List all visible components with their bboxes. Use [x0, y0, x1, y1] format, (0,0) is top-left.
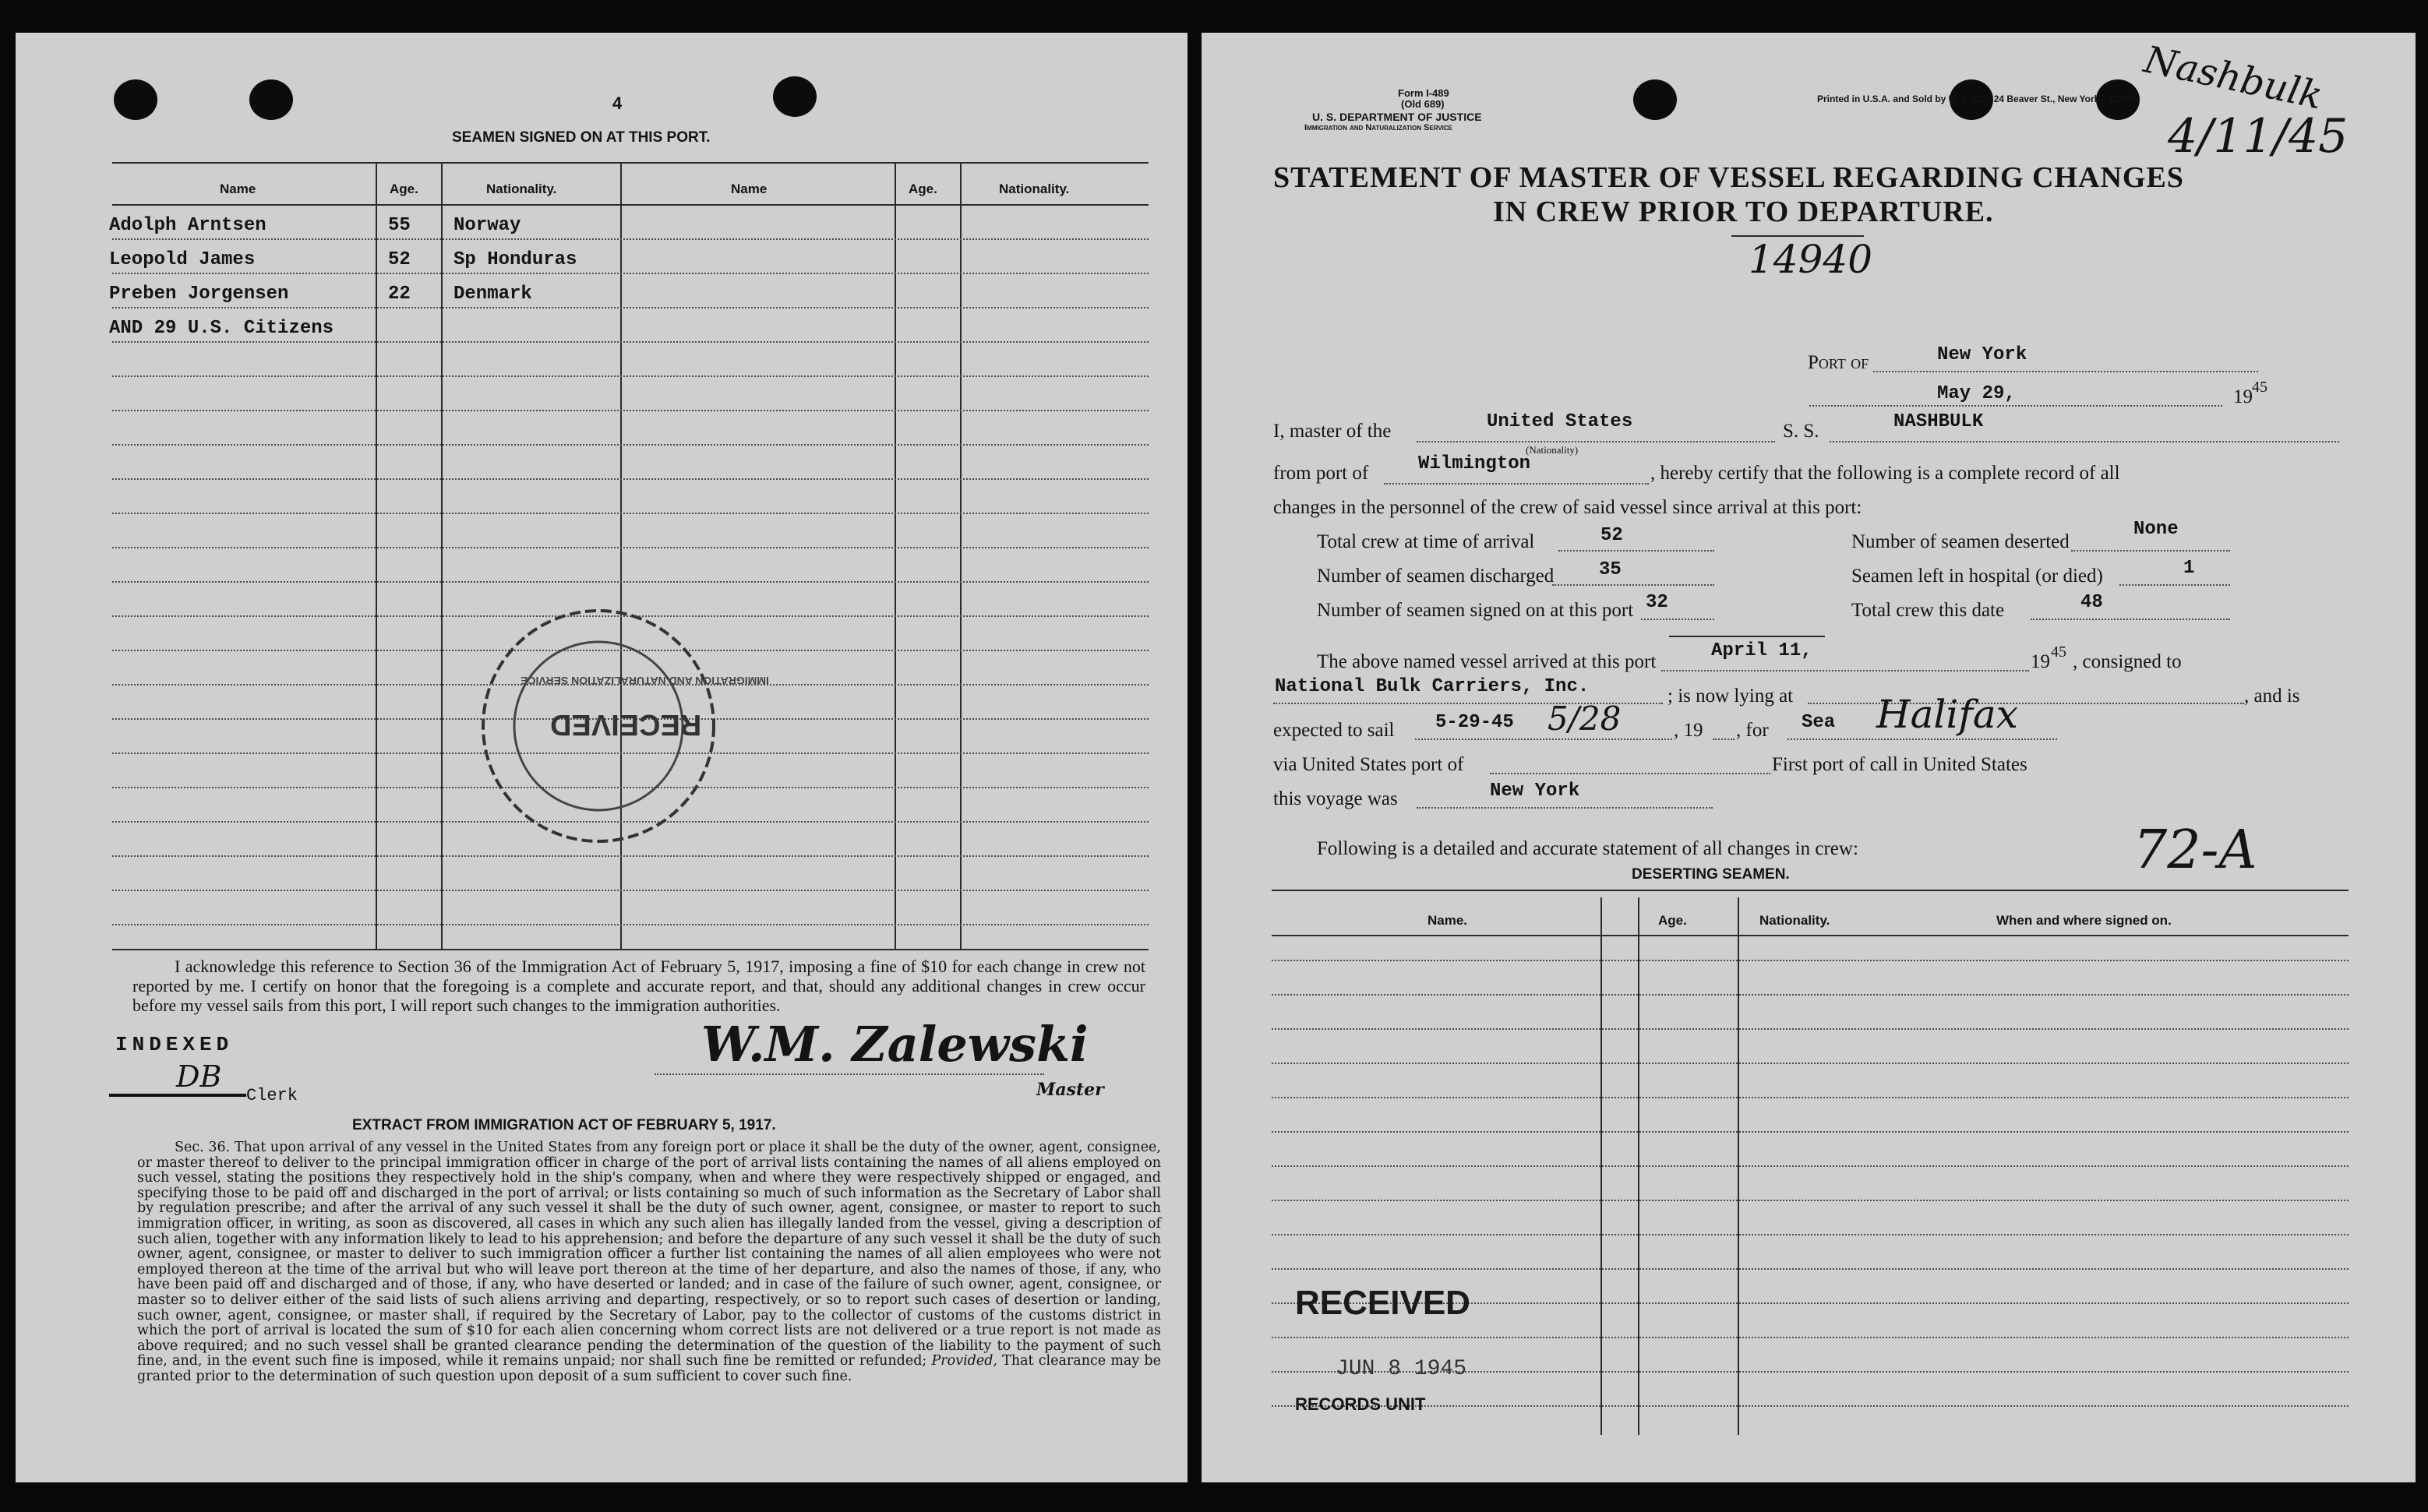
acknowledgement-text: I acknowledge this reference to Section 36 of the Immigration Act of February 5, 1917, imposing a fine of $10 for each change in crew not reported by me. I certify on honor that the foregoing is a complete and accurate report, and that, should any additional changes in crew occur before my vessel sails from this port, I will report such changes to the immigration authorities.	[132, 957, 1145, 1015]
via-label: via United States port of	[1273, 754, 1464, 775]
table-column-divider	[895, 162, 896, 949]
received-stamp-subtext: IMMIGRATION AND NATURALIZATION SERVICE	[521, 675, 769, 687]
table-column-divider	[376, 162, 377, 949]
discharged-line	[1552, 584, 1714, 586]
row-age: 22	[388, 284, 411, 305]
received-date: JUN 8 1945	[1336, 1357, 1467, 1381]
row-name: Leopold James	[109, 249, 256, 270]
handwritten-date: 4/11/45	[2168, 109, 2349, 164]
table-top-border	[112, 162, 1149, 164]
master-label: Master	[1036, 1080, 1104, 1100]
deserted-label: Number of seamen deserted	[1851, 531, 2070, 552]
department: U. S. DEPARTMENT OF JUSTICE	[1312, 111, 1482, 123]
table-row-line	[1272, 1405, 2349, 1407]
section-title: SEAMEN SIGNED ON AT THIS PORT.	[452, 129, 711, 146]
column-header-name: Name	[220, 182, 256, 196]
expected-line	[1415, 738, 1672, 740]
table-column-divider	[960, 162, 962, 949]
vessel-name: NASHBULK	[1893, 411, 1984, 432]
expected-handwritten: 5/28	[1547, 700, 1622, 738]
lying-label: ; is now lying at	[1667, 686, 1794, 707]
master-of-the-label: I, master of the	[1273, 421, 1392, 442]
table-row-line	[112, 444, 1149, 446]
row-age: 52	[388, 249, 411, 270]
table-row-line	[112, 307, 1149, 308]
port-of-label: Port of	[1808, 352, 1869, 373]
via-line	[1490, 773, 1770, 774]
table-row-line	[1272, 1063, 2349, 1064]
total-crew-arrival-line	[1558, 550, 1714, 552]
table-row-line	[1272, 1200, 2349, 1201]
ss-label: S. S.	[1783, 421, 1819, 442]
deserting-header-age: Age.	[1658, 913, 1687, 928]
table-row-line	[112, 410, 1149, 411]
deserted-line	[2071, 550, 2230, 552]
number-underline	[1731, 235, 1864, 237]
service: Immigration and Naturalization Service	[1304, 123, 1453, 132]
form-title-line1: STATEMENT OF MASTER OF VESSEL REGARDING CHANGES	[1273, 161, 2184, 194]
punch-hole	[1633, 79, 1677, 120]
table-row-line	[1272, 1097, 2349, 1098]
received-stamp	[474, 601, 769, 851]
nationality-line	[1417, 441, 1775, 442]
row-nationality: Norway	[453, 215, 521, 236]
clerk-initials: DB	[176, 1059, 222, 1094]
deserted-value: None	[2133, 519, 2179, 540]
table-row-line	[112, 478, 1149, 480]
extract-text	[137, 1140, 1161, 1385]
table-row-line	[112, 547, 1149, 548]
row-nationality: Sp Honduras	[453, 249, 577, 270]
following-text: Following is a detailed and accurate statement of all changes in crew:	[1317, 838, 1858, 859]
row-name: Adolph Arntsen	[109, 215, 266, 236]
signed-on-value: 32	[1646, 592, 1668, 613]
for-handwritten: Halifax	[1876, 692, 2018, 737]
voyage-line	[1417, 807, 1713, 809]
column-header-name: Name	[731, 182, 768, 196]
vessel-name-line	[1830, 441, 2339, 442]
table-row-line	[1272, 994, 2349, 996]
table-row-line	[1272, 960, 2349, 961]
extract-section: Sec. 36.	[175, 1140, 231, 1155]
form-number: Form I-489	[1398, 87, 1449, 99]
certify-text: , hereby certify that the following is a complete record of all	[1650, 463, 2120, 484]
nationality-value: United States	[1487, 411, 1633, 432]
port-of-value: New York	[1937, 344, 2027, 365]
for-line	[1787, 738, 2057, 740]
table-row-line	[1272, 1165, 2349, 1167]
page-number: 4	[612, 93, 623, 113]
from-port-line	[1384, 483, 1649, 485]
punch-hole	[114, 79, 157, 120]
nationality-caption: (Nationality)	[1526, 444, 1579, 456]
handwritten-code: 72-A	[2133, 819, 2257, 881]
table-row-line	[112, 273, 1149, 274]
arrived-label: The above named vessel arrived at this port	[1317, 651, 1657, 672]
column-header-age: Age.	[909, 182, 937, 196]
row-name: Preben Jorgensen	[109, 284, 289, 305]
year-value: 45	[2252, 379, 2267, 396]
handwritten-vessel-name: Nashbulk	[2140, 37, 2327, 118]
deserting-table-header-border	[1272, 935, 2349, 936]
table-row-line	[112, 924, 1149, 925]
clerk-line	[109, 1094, 246, 1097]
table-bottom-border	[112, 949, 1149, 950]
total-crew-date-line	[2031, 619, 2230, 620]
column-header-age: Age.	[390, 182, 418, 196]
table-row-line	[112, 238, 1149, 240]
table-row-line	[112, 890, 1149, 891]
signed-on-label: Number of seamen signed on at this port	[1317, 600, 1634, 621]
table-row-line	[1272, 1268, 2349, 1270]
extract-body: That upon arrival of any vessel in the United States from any foreign port or place it shall be the duty of the owner, agent, consignee, or master thereof to deliver to the principal immigration officer in charge of the port of arrival lists containing the names of all aliens employed on such vessel, stating the positions they respectively hold in the ship's company, when and where they were respectively shipped or engaged, and specifying those to be paid off and discharged in the port of arrival; or lists containing so much of such information as the Secretary of Labor shall by regulation prescribe; and after the arrival of any such vessel it shall be the duty of such owner, agent, consignee, or master to report to such immigration officer, in writing, as soon as discovered, all cases in which any such alien has illegally landed from the vessel, giving a description of such alien, together with any information likely to lead to his apprehension; and before the departure of any such vessel it shall be the duty of such owner, agent, consignee, or master to deliver to such immigration officer a further list containing the names of all alien employees who were not employed thereon at the time of the arrival but who will leave port thereon at the time of her departure, and also the names of those, if any, who have been paid off and discharged and of those, if any, who have deserted or landed; and in case of the failure of such owner, agent, consignee, or master so to deliver either of the said lists of such aliens arriving and departing, respectively, or so to report such cases of desertion or landing, such owner, agent, consignee, or master shall, if required by the Secretary of Labor, pay to the collector of customs of the customs district in which the port of arrival is located the sum of $10 for each alien concerning whom correct lists are not delivered or a true report is not made as above required; and no such vessel shall be granted clearance pending the determination of the question of the liability to the payment of such fine, and, in the event such fine is imposed, while it remains unpaid; nor shall such fine be remitted or refunded;	[137, 1140, 1161, 1369]
year-blank: , 19	[1674, 720, 1703, 741]
year-blank-line	[1713, 738, 1735, 740]
voyage-label: this voyage was	[1273, 788, 1398, 809]
year-prefix: 19	[2233, 386, 2253, 407]
expected-label: expected to sail	[1273, 720, 1395, 741]
deserting-header-signed-on: When and where signed on.	[1996, 913, 2172, 928]
table-column-divider	[441, 162, 443, 949]
table-row-line	[1272, 1234, 2349, 1235]
table-row-line	[1272, 1131, 2349, 1133]
arrived-line	[1661, 670, 2029, 671]
changes-text: changes in the personnel of the crew of said vessel since arrival at this port:	[1273, 497, 1862, 518]
deserting-title: DESERTING SEAMEN.	[1632, 866, 1790, 883]
deserting-header-name: Name.	[1428, 913, 1468, 928]
signature-line	[655, 1073, 1044, 1075]
date-line	[1809, 405, 2222, 407]
signed-on-line	[1641, 619, 1714, 620]
indexed-stamp: INDEXED	[115, 1033, 234, 1056]
row-age: 55	[388, 215, 411, 236]
handwritten-number: 14940	[1749, 237, 1873, 282]
form-title-line2: IN CREW PRIOR TO DEPARTURE.	[1493, 196, 1994, 228]
table-row-line	[112, 341, 1149, 343]
received-stamp-bottom: RECEIVED	[1295, 1284, 1470, 1322]
total-crew-arrival-value: 52	[1600, 525, 1623, 546]
port-of-line	[1873, 371, 2258, 372]
printer-note: Printed in U.S.A. and Sold by U. S. CO., 24 Beaver St., New York—12339	[1817, 93, 2135, 104]
arrived-year: 45	[2051, 643, 2066, 661]
punch-hole	[249, 79, 293, 120]
for-value: Sea	[1802, 712, 1836, 733]
form-old: (Old 689)	[1401, 98, 1445, 110]
discharged-label: Number of seamen discharged	[1317, 566, 1555, 587]
deserting-header-nationality: Nationality.	[1759, 913, 1830, 928]
hospital-line	[2119, 584, 2230, 586]
records-unit: RECORDS UNIT	[1295, 1394, 1426, 1414]
and-is-label: , and is	[2244, 686, 2300, 707]
hospital-label: Seamen left in hospital (or died)	[1851, 566, 2103, 587]
lying-line	[1808, 703, 2244, 704]
table-row-line	[112, 375, 1149, 377]
date-value: May 29,	[1937, 383, 2016, 404]
table-row-line	[112, 513, 1149, 514]
from-port-label: from port of	[1273, 463, 1369, 484]
total-crew-date-value: 48	[2080, 592, 2103, 613]
voyage-value: New York	[1490, 781, 1580, 802]
consigned-label: , consigned to	[2073, 651, 2182, 672]
table-row-line	[112, 855, 1149, 857]
table-row-line	[1272, 1337, 2349, 1338]
table-row-line	[1272, 1028, 2349, 1030]
total-crew-date-label: Total crew this date	[1851, 600, 2005, 621]
table-row-line	[112, 581, 1149, 583]
clerk-label: Clerk	[246, 1086, 298, 1105]
arrived-value: April 11,	[1711, 640, 1812, 661]
column-header-nationality: Nationality.	[486, 182, 557, 196]
count-rule	[1669, 636, 1825, 637]
total-crew-arrival-label: Total crew at time of arrival	[1317, 531, 1535, 552]
left-page	[16, 33, 1188, 1482]
table-header-border	[112, 204, 1149, 206]
first-port-label: First port of call in United States	[1772, 754, 2027, 775]
row-nationality: Denmark	[453, 284, 532, 305]
discharged-value: 35	[1599, 559, 1622, 580]
expected-value: 5-29-45	[1435, 712, 1514, 733]
extract-proviso-word: Provided,	[931, 1353, 997, 1369]
arrived-year-prefix: 19	[2031, 651, 2050, 672]
from-port-value: Wilmington	[1418, 453, 1531, 474]
column-header-nationality: Nationality.	[999, 182, 1070, 196]
deserting-table-top-border	[1272, 890, 2349, 891]
for-label: , for	[1736, 720, 1769, 741]
received-stamp-text: RECEIVED	[550, 708, 702, 741]
hospital-value: 1	[2183, 558, 2195, 579]
master-signature: W.M. Zalewski	[701, 1016, 1089, 1073]
extract-title: EXTRACT FROM IMMIGRATION ACT OF FEBRUARY 5, 1917.	[352, 1117, 776, 1133]
punch-hole	[773, 76, 817, 117]
right-page	[1202, 33, 2416, 1482]
extract-proviso: That clearance may be granted prior to the determination of such question upon deposit of a sum sufficient to cover such fine.	[137, 1353, 1161, 1384]
row-name: AND 29 U.S. Citizens	[109, 318, 334, 339]
consignee-value: National Bulk Carriers, Inc.	[1275, 676, 1590, 697]
